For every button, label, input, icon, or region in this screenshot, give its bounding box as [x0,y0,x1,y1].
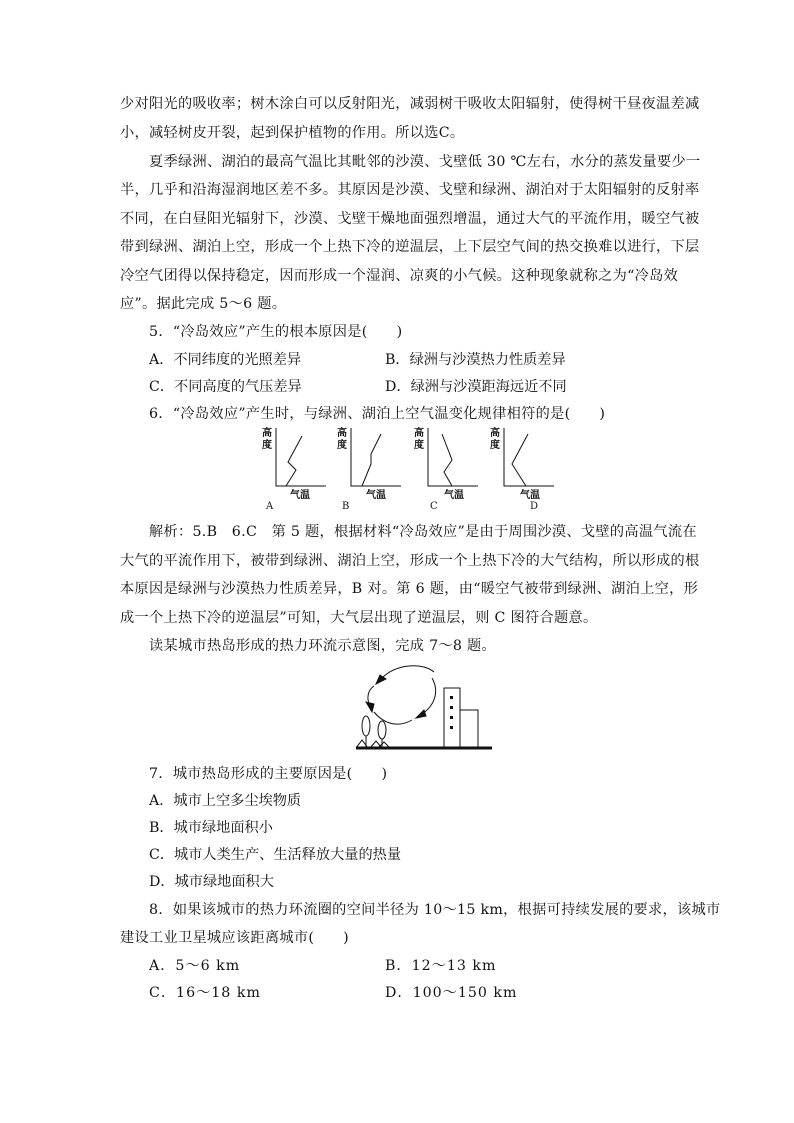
analysis-line: 解析：5.B 6.C 第 5 题，根据材料“冷岛效应”是由于周围沙漠、戈壁的高温气流在 [149,524,697,540]
q5-option-d: D．绿洲与沙漠距海远近不同 [385,379,567,395]
arrow-head [416,710,426,718]
text-line: 夏季绿洲、湖泊的最高气温比其毗邻的沙漠、戈壁低 30 ℃左右，水分的蒸发量要少一 [149,154,701,170]
question-5-stem: 5．“冷岛效应”产生的根本原因是( ) [149,324,403,340]
graph-c-curve [442,434,452,486]
text-line: 应”。据此完成 5～6 题。 [120,296,287,312]
question-8-stem: 建设工业卫星城应该距离城市( ) [120,930,349,946]
q7-option-d: D．城市绿地面积大 [149,874,274,890]
graph-b-xlabel: 气温 [366,490,386,501]
graph-d-ylabel: 高 [490,428,500,439]
text-line: 少对阳光的吸收率；树木涂白可以反射阳光，减弱树干吸收太阳辐射，使得树干昼夜温差减 [120,96,700,112]
graph-a-letter: A [266,501,274,512]
text-line: 半，几乎和沿海湿润地区差不多。其原因是沙漠、戈壁和绿洲、湖泊对于太阳辐射的反射率 [120,182,700,198]
circulation-arrow-top [382,666,434,678]
question-8-stem: 8．如果该城市的热力环流圈的空间半径为 10～15 km，根据可持续发展的要求，该城市 [149,902,721,918]
q7-option-c: C．城市人类生产、生活释放大量的热量 [149,847,402,863]
arrow-head [366,702,374,712]
intro-7-8: 读某城市热岛形成的热力环流示意图，完成 7～8 题。 [149,638,496,654]
graph-c-ylabel: 度 [414,440,424,451]
text-line: 带到绿洲、湖泊上空，形成一个上热下冷的逆温层，上下层空气间的热交换难以进行，下层 [120,239,700,255]
q8-option-c: C．16～18 km [149,985,261,1001]
q5-option-a: A．不同纬度的光照差异 [149,352,302,368]
tree-icon [378,721,386,739]
graph-d-letter: D [530,501,539,512]
graph-c-ylabel: 高 [414,428,424,439]
q8-option-a: A．5～6 km [149,958,241,974]
q8-option-d: D．100～150 km [385,985,518,1001]
text-line: 不同，在白昼阳光辐射下，沙漠、戈壁干燥地面强烈增温，通过大气的平流作用，暖空气被 [120,211,700,227]
heat-island-figure [352,658,494,754]
q5-option-b: B．绿洲与沙漠热力性质差异 [385,352,566,368]
graph-c-letter: C [430,501,438,512]
question-7-stem: 7．城市热岛形成的主要原因是( ) [149,766,388,782]
graph-d-curve [512,434,528,486]
tree-icon [362,716,370,736]
graph-d-ylabel: 度 [490,440,500,451]
graph-c-axes [428,428,478,486]
graph-a-ylabel: 高 [262,428,272,439]
text-line: 冷空气团得以保持稳定，因而形成一个湿润、凉爽的小气候。这种现象就称之为“冷岛效 [120,268,679,284]
analysis-line: 成一个上热下冷的逆温层”可知，大气层出现了逆温层，则 C 图符合题意。 [120,610,598,626]
q8-option-b: B．12～13 km [385,958,497,974]
graph-b-curve [362,434,381,486]
graph-b-letter: B [342,501,350,512]
q6-graphs-figure [250,424,570,512]
q7-option-a: A．城市上空多尘埃物质 [149,793,302,809]
graph-b-ylabel: 高 [337,428,347,439]
graph-b-ylabel: 度 [337,440,347,451]
analysis-line: 本原因是绿洲与沙漠热力性质差异，B 对。第 6 题，由“暖空气被带到绿洲、湖泊上空，形 [120,581,699,597]
circulation-arrow-right [422,678,436,714]
graph-d-xlabel: 气温 [520,490,540,501]
question-6-stem: 6．“冷岛效应”产生时，与绿洲、湖泊上空气温变化规律相符的是( ) [149,406,606,422]
graph-a-xlabel: 气温 [290,490,310,501]
building-short-icon [460,710,478,748]
graph-c-xlabel: 气温 [444,490,464,501]
graph-a-curve [286,436,302,486]
graph-a-ylabel: 度 [262,440,272,451]
q7-option-b: B．城市绿地面积小 [149,820,273,836]
text-line: 小，减轻树皮开裂，起到保护植物的作用。所以选C。 [120,125,465,141]
analysis-line: 大气的平流作用下，被带到绿洲、湖泊上空，形成一个上热下冷的大气结构，所以形成的根 [120,553,700,569]
graph-d-axes [504,428,554,486]
graph-a-axes [276,428,326,486]
q5-option-c: C．不同高度的气压差异 [149,379,302,395]
graph-b-axes [351,428,401,486]
